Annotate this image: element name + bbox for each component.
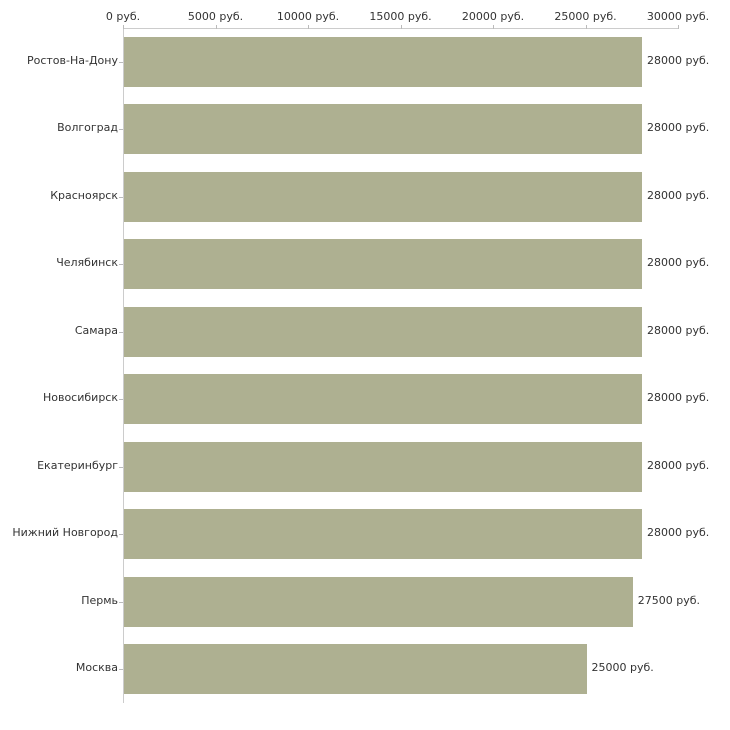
bar[interactable] — [124, 509, 642, 559]
y-tick-label: Нижний Новгород — [12, 526, 118, 540]
y-tick-mark — [119, 399, 123, 400]
x-tick-mark — [401, 25, 402, 29]
bar[interactable] — [124, 37, 642, 87]
y-tick-mark — [119, 129, 123, 130]
bar-value-label: 28000 руб. — [647, 526, 710, 540]
x-tick-mark — [308, 25, 309, 29]
y-tick-mark — [119, 669, 123, 670]
bar[interactable] — [124, 172, 642, 222]
x-tick-label: 0 руб. — [105, 10, 141, 23]
y-tick-mark — [119, 332, 123, 333]
x-tick-label: 20000 руб. — [461, 10, 525, 23]
x-tick-mark — [586, 25, 587, 29]
bar-value-label: 25000 руб. — [591, 661, 654, 675]
y-tick-mark — [119, 602, 123, 603]
bar-value-label: 28000 руб. — [647, 188, 710, 202]
y-tick-mark — [119, 264, 123, 265]
y-tick-label: Красноярск — [50, 188, 118, 202]
x-tick-mark — [678, 25, 679, 29]
bar[interactable] — [124, 104, 642, 154]
y-tick-mark — [119, 467, 123, 468]
bar[interactable] — [124, 442, 642, 492]
bar[interactable] — [124, 577, 633, 627]
y-tick-label: Екатеринбург — [37, 458, 118, 472]
bar-value-label: 28000 руб. — [647, 53, 710, 67]
y-tick-label: Пермь — [81, 593, 118, 607]
y-tick-label: Самара — [74, 323, 118, 337]
x-tick-label: 15000 руб. — [369, 10, 432, 23]
y-tick-label: Челябинск — [56, 256, 118, 270]
y-tick-label: Волгоград — [57, 121, 118, 135]
x-tick-label: 10000 руб. — [276, 10, 340, 23]
x-tick-label: 25000 руб. — [554, 10, 617, 23]
bar-value-label: 27500 руб. — [637, 593, 701, 607]
bar-value-label: 28000 руб. — [647, 458, 710, 472]
x-tick-mark — [216, 25, 217, 29]
bar[interactable] — [124, 239, 642, 289]
bar-value-label: 28000 руб. — [647, 391, 710, 405]
y-tick-mark — [119, 534, 123, 535]
y-tick-label: Ростов-На-Дону — [26, 53, 118, 67]
y-tick-label: Новосибирск — [42, 391, 118, 405]
bar[interactable] — [124, 374, 642, 424]
bar-value-label: 28000 руб. — [647, 256, 710, 270]
bar-value-label: 28000 руб. — [647, 323, 710, 337]
bar-value-label: 28000 руб. — [647, 121, 710, 135]
y-tick-label: Москва — [75, 661, 118, 675]
x-tick-mark — [493, 25, 494, 29]
bar[interactable] — [124, 644, 587, 694]
x-tick-mark — [123, 25, 124, 29]
x-tick-label: 5000 руб. — [187, 10, 244, 23]
y-tick-mark — [119, 197, 123, 198]
x-tick-label: 30000 руб. — [646, 10, 710, 23]
bar[interactable] — [124, 307, 642, 357]
y-tick-mark — [119, 62, 123, 63]
